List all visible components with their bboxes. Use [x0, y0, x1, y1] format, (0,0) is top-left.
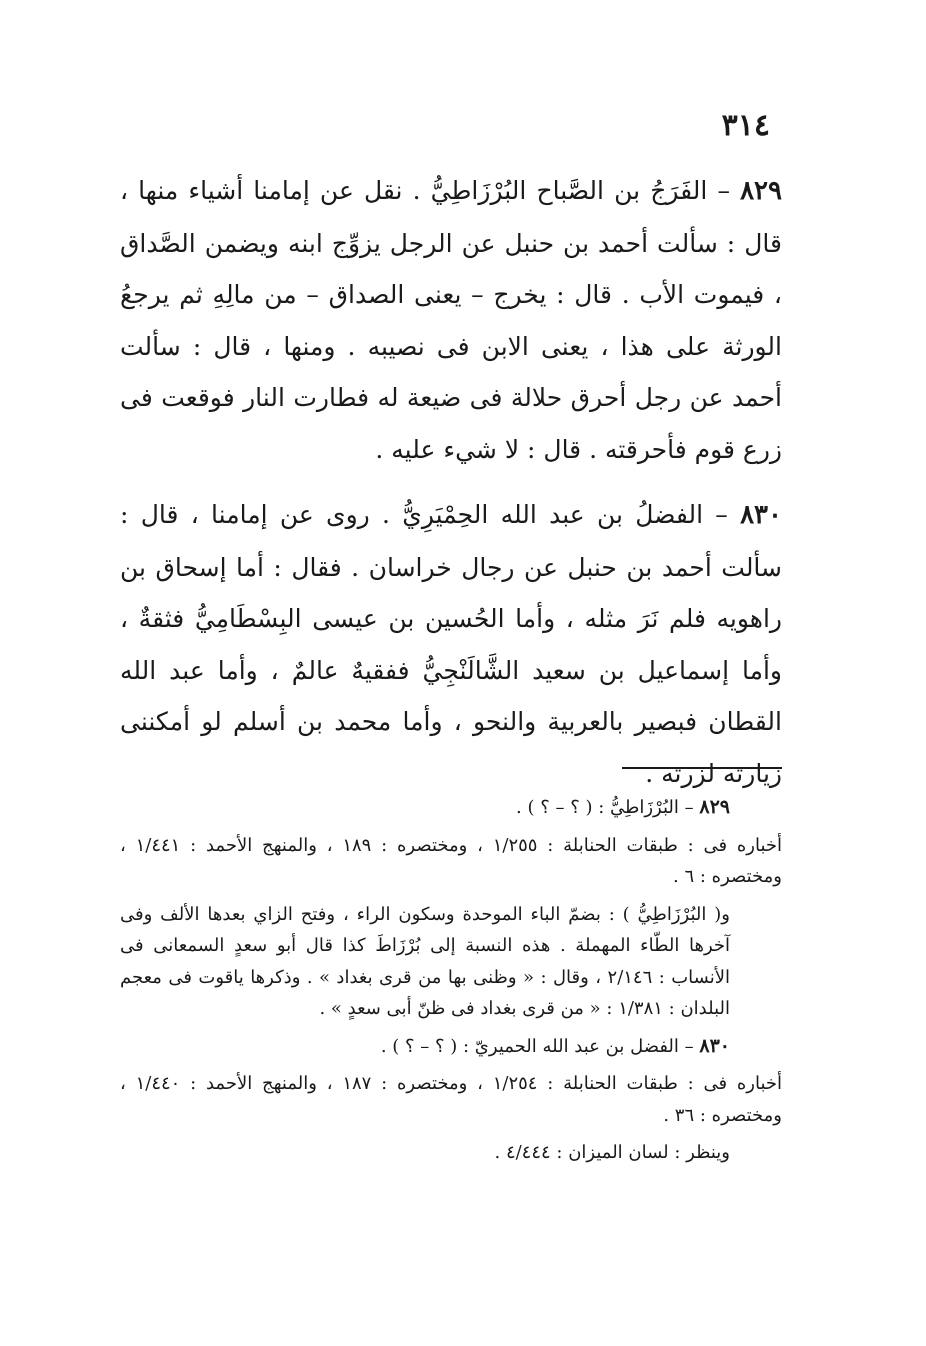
- entry-number: ٨٣٠: [740, 500, 782, 530]
- footnote-830-line: أخباره فى : طبقات الحنابلة : ١/٢٥٤ ، ومختصره : ١٨٧ ، والمنهج الأحمد : ١/٤٤٠ ، ومختصره : ٣٦ .: [120, 1073, 783, 1126]
- entry-text: – الفَرَجُ بن الصَّباح البُرْزَاطِيُّ . نقل عن إمامنا أشياء منها ، قال : سألت أحمد بن حنبل عن الرجل يزوِّج ابنه ويضمن الصَّداق ، فيموت الأب . قال : يخرج – يعنى الصداق – من مالِهِ ثم يرجعُ الورثة على هذا ، يعنى الابن فى نصيبه . ومنها ، قال : سألت أحمد عن رجل أحرق حلالة فى ضيعة له فطارت النار فوقعت فى زرع قوم فأحرقته . قال : لا شيء عليه .: [120, 176, 782, 464]
- page-number: ٣١٤: [721, 108, 770, 143]
- footnote-830-line: وينظر : لسان الميزان : ٤/٤٤٤ .: [494, 1142, 730, 1163]
- footnote-divider: [622, 767, 782, 769]
- footnote-number: ٨٣٠: [699, 1034, 730, 1057]
- footnote-heading-text: – الفضل بن عبد الله الحميريّ : ( ؟ – ؟ ) .: [380, 1035, 694, 1057]
- footnote-830-heading: [120, 1031, 782, 1063]
- footnote-829-line: أخباره فى : طبقات الحنابلة : ١/٢٥٥ ، ومختصره : ١٨٩ ، والمنهج الأحمد : ١/٤٤١ ، ومختصره : ٦ .: [120, 834, 783, 887]
- main-text: [120, 165, 782, 813]
- footnote-heading-text: – البُرْزَاطِيُّ : ( ؟ – ؟ ) .: [516, 797, 694, 818]
- footnote-829-heading: [120, 792, 782, 824]
- entry-text: – الفضلُ بن عبد الله الحِمْيَرِيُّ . روى عن إمامنا ، قال : سألت أحمد بن حنبل عن رجال خراسان . فقال : أما إسحاق بن راهويه فلم نَرَ مثله ، وأما الحُسين بن عيسى البِسْطَامِيُّ فثقةٌ ، وأما إسماعيل بن سعيد الشَّالَنْجِيُّ ففقيهٌ عالمٌ ، وأما عبد الله القطان فبصير بالعربية والنحو ، وأما محمد بن أسلم لو أمكننى زيارته لزرته .: [120, 500, 782, 788]
- entry-830: [120, 489, 782, 799]
- footnote-number: ٨٢٩: [699, 796, 730, 818]
- footnote-829-line: و( البُرْزَاطِيُّ ) : بضمّ الباء الموحدة وسكون الراء ، وفتح الزاي بعدها الألف وفى آخرها الطّاء المهملة . هذه النسبة إلى بُرْزَاطَ كذا قال أبو سعدٍ السمعانى فى الأنساب : ٢/١٤٦ ، وقال : « وظنى بها من قرى بغداد » . وذكرها ياقوت فى معجم البلدان : ١/٣٨١ : « من قرى بغداد فى ظنّ أبى سعدٍ » .: [120, 903, 730, 1019]
- footnotes: [120, 792, 782, 1175]
- entry-number: ٨٢٩: [740, 176, 782, 206]
- entry-829: [120, 165, 782, 475]
